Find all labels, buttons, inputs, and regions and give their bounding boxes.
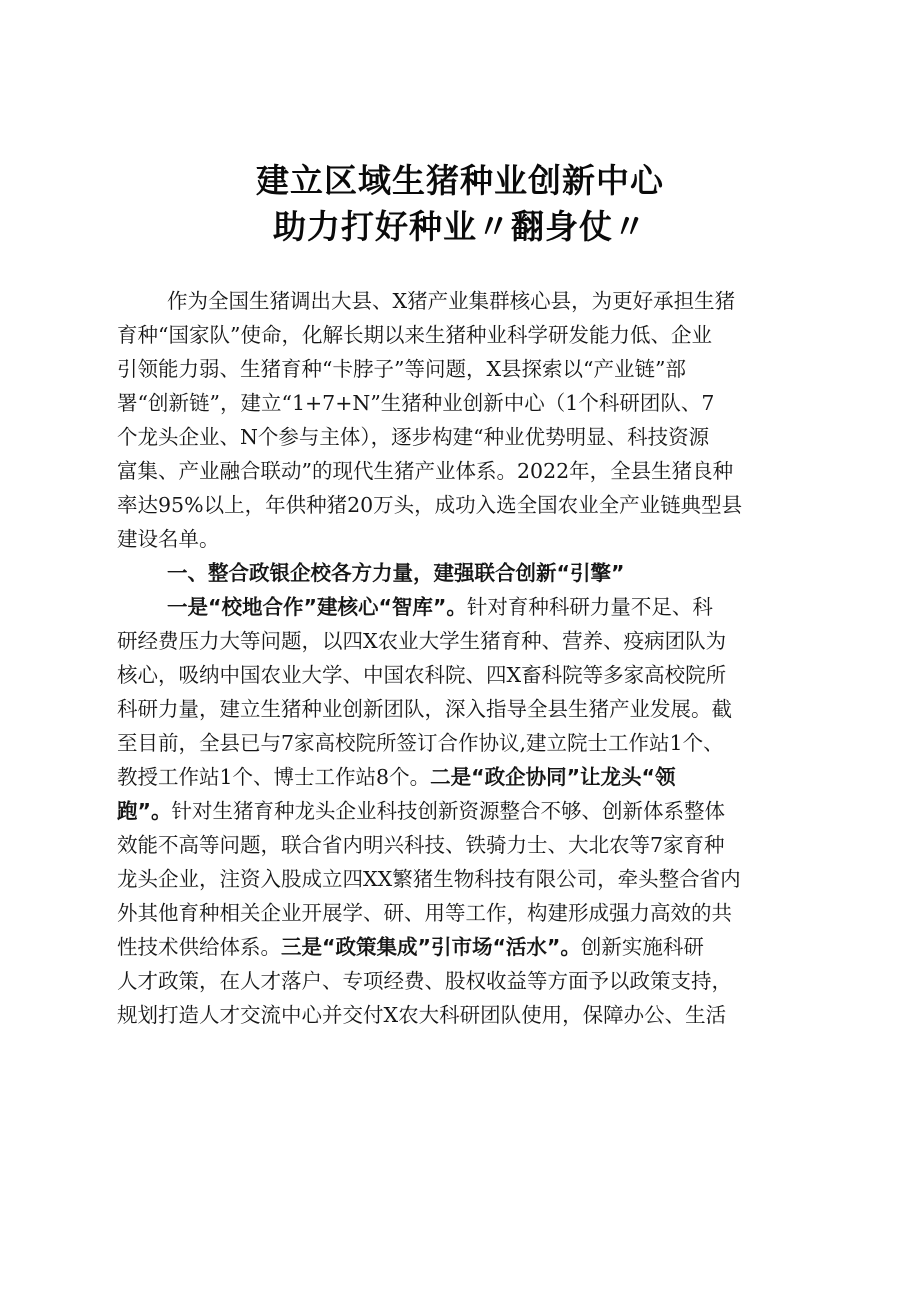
paragraph-2-line: 效能不高等问题，联合省内明兴科技、铁骑力士、大北农等7家育种 — [117, 833, 725, 857]
paragraph-2-text: 性技术供给体系。 — [117, 935, 281, 959]
title-line-2: 助力打好种业〃翻身仗〃 — [273, 207, 647, 246]
paragraph-2-line: 核心，吸纳中国农业大学、中国农科院、四X畜科院等多家高校院所 — [117, 663, 727, 687]
paragraph-1-line: 引领能力弱、生猪育种“卡脖子”等问题，X县探索以“产业链”部 — [117, 357, 687, 381]
title-line-1: 建立区域生猪种业创新中心 — [256, 161, 664, 200]
paragraph-1-line: 个龙头企业、N个参与主体），逐步构建“种业优势明显、科技资源 — [117, 425, 710, 449]
paragraph-2-text: 教授工作站1个、博士工作站8个。 — [117, 765, 431, 789]
paragraph-2-line — [117, 794, 813, 828]
section-heading: 一、整合政银企校各方力量，建强联合创新“引擎” — [167, 561, 625, 585]
paragraph-2-text: 创新实施科研 — [580, 935, 704, 959]
paragraph-2-line: 至目前，全县已与7家高校院所签订合作协议,建立院士工作站1个、 — [117, 731, 724, 755]
paragraph-2-line — [117, 590, 813, 624]
key-point-2-end: 跑”。 — [117, 799, 172, 823]
paragraph-2-text: 针对育种科研力量不足、科 — [466, 595, 713, 619]
paragraph-1-line: 作为全国生猪调出大县、X猪产业集群核心县，为更好承担生猪 — [167, 289, 736, 313]
paragraph-2-line — [117, 760, 813, 794]
paragraph-1-line: 育种“国家队”使命，化解长期以来生猪种业科学研发能力低、企业 — [117, 323, 712, 347]
paragraph-2-line: 科研力量，建立生猪种业创新团队，深入指导全县生猪产业发展。截 — [117, 697, 732, 721]
paragraph-1-line: 率达95%以上，年供种猪20万头，成功入选全国农业全产业链典型县 — [117, 493, 743, 517]
paragraph-1-line: 建设名单。 — [117, 527, 220, 551]
paragraph-2-line: 研经费压力大等问题，以四X农业大学生猪育种、营养、疫病团队为 — [117, 629, 727, 653]
paragraph-2-line: 规划打造人才交流中心并交付X农大科研团队使用，保障办公、生活 — [117, 1003, 727, 1027]
paragraph-1-line: 署“创新链”，建立“1+7+N”生猪种业创新中心（1个科研团队、7 — [117, 391, 715, 415]
document-body — [117, 284, 813, 1032]
paragraph-2-line: 外其他育种相关企业开展学、研、用等工作，构建形成强力高效的共 — [117, 901, 732, 925]
paragraph-2-line: 人才政策，在人才落户、专项经费、股权收益等方面予以政策支持， — [117, 969, 732, 993]
key-point-3: 三是“政策集成”引市场“活水”。 — [281, 935, 581, 959]
paragraph-2-line: 龙头企业，注资入股成立四XX繁猪生物科技有限公司，牵头整合省内 — [117, 867, 741, 891]
paragraph-2-line — [117, 930, 813, 964]
paragraph-2-text: 针对生猪育种龙头企业科技创新资源整合不够、创新体系整体 — [171, 799, 725, 823]
key-point-1: 一是“校地合作”建核心“智库”。 — [167, 595, 467, 619]
document-title — [0, 158, 920, 250]
key-point-2: 二是“政企协同”让龙头“领 — [430, 765, 676, 789]
paragraph-1-line: 富集、产业融合联动”的现代生猪产业体系。2022年，全县生猪良种 — [117, 459, 734, 483]
